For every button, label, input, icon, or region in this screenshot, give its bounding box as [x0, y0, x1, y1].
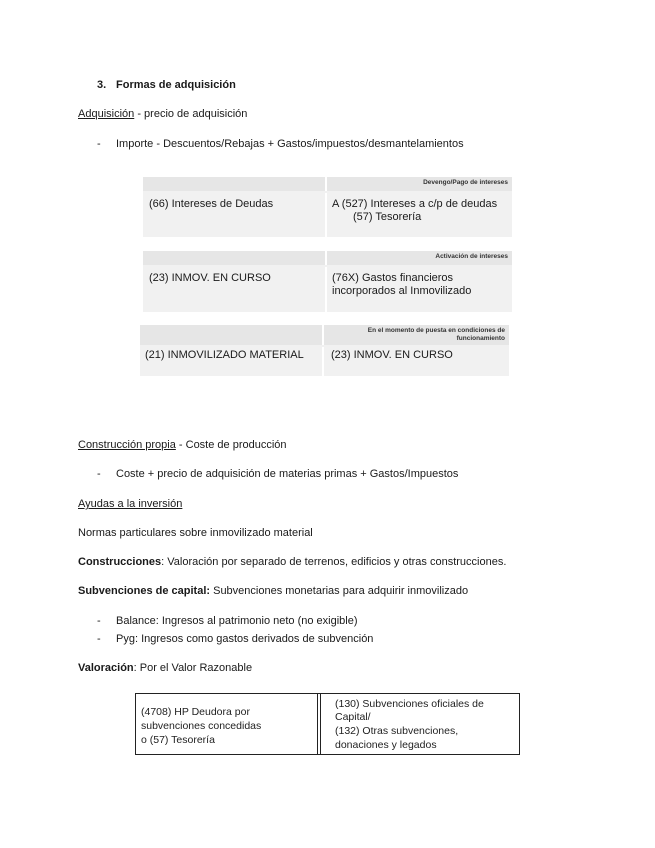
debit-line-1: (4708) HP Deudora por [141, 706, 250, 718]
valoracion-line [78, 661, 252, 675]
debit-account: (23) INMOV. EN CURSO [149, 272, 271, 284]
bullet-dash: - [97, 138, 101, 150]
bullet-dash: - [97, 633, 101, 645]
construcciones-line [78, 555, 506, 569]
table-header-text [368, 327, 505, 343]
header-separator [325, 177, 327, 191]
normas-line: Normas particulares sobre inmovilizado material [78, 527, 313, 539]
column-separator [325, 267, 327, 312]
adquisicion-term: Adquisición [78, 108, 135, 120]
header-separator [325, 251, 327, 265]
ayudas-heading: Ayudas a la inversión [78, 498, 183, 510]
construccion-bullet: Coste + precio de adquisición de materias primas + Gastos/Impuestos [116, 468, 459, 480]
construccion-rest: - Coste de producción [175, 439, 287, 451]
credit-account-1: A (527) Intereses a c/p de deudas [332, 198, 498, 210]
section-title: Formas de adquisición [116, 79, 236, 91]
subvenciones-bullet-balance: Balance: Ingresos al patrimonio neto (no exigible) [116, 615, 358, 627]
credit-line-1: (130) Subvenciones oficiales de [335, 698, 484, 710]
bullet-dash: - [97, 468, 101, 480]
column-separator [325, 193, 327, 237]
header-line-2: funcionamiento [456, 335, 505, 342]
column-divider [320, 694, 321, 754]
adquisicion-bullet: Importe - Descuentos/Rebajas + Gastos/impuestos/desmantelamientos [116, 138, 464, 150]
bullet-dash: - [97, 615, 101, 627]
construccion-line [78, 438, 287, 452]
adquisicion-line [78, 107, 247, 121]
debit-line-2: subvenciones concedidas [141, 720, 262, 732]
construcciones-label: Construcciones [78, 556, 162, 568]
header-separator [322, 325, 324, 345]
section-number: 3. [97, 79, 107, 91]
header-line-1: En el momento de puesta en condiciones de [367, 327, 505, 334]
credit-account-2: incorporados al Inmovilizado [332, 285, 472, 297]
subvenciones-label: Subvenciones de capital: [78, 585, 211, 597]
subvenciones-bullet-pyg: Pyg: Ingresos como gastos derivados de subvención [116, 633, 374, 645]
construcciones-text: : Valoración por separado de terrenos, edificios y otras construcciones. [161, 556, 507, 568]
subvenciones-journal-table [135, 693, 520, 755]
debit-line-3: o (57) Tesorería [141, 734, 215, 746]
adquisicion-rest: - precio de adquisición [134, 108, 248, 120]
credit-line-3: (132) Otras subvenciones, [335, 725, 459, 737]
subvenciones-line [78, 584, 468, 598]
table-header-text: Devengo/Pago de intereses [423, 179, 508, 186]
credit-line-2: Capital/ [335, 711, 371, 723]
valoracion-label: Valoración [78, 662, 134, 674]
debit-account: (66) Intereses de Deudas [149, 198, 274, 210]
journal-table-devengo [143, 177, 512, 237]
credit-account-2: (57) Tesorería [353, 211, 422, 223]
construccion-term: Construcción propia [78, 439, 176, 451]
valoracion-text: : Por el Valor Razonable [133, 662, 253, 674]
subvenciones-text: Subvenciones monetarias para adquirir inmovilizado [210, 585, 469, 597]
credit-account-1: (23) INMOV. EN CURSO [331, 349, 453, 361]
journal-table-puesta [140, 325, 509, 376]
credit-account-1: (76X) Gastos financieros [332, 272, 454, 284]
journal-table-activacion [143, 251, 512, 312]
credit-line-4: donaciones y legados [335, 739, 437, 751]
table-header-text: Activación de intereses [435, 253, 508, 260]
column-separator [322, 347, 324, 376]
debit-account: (21) INMOVILIZADO MATERIAL [145, 349, 304, 361]
column-divider [317, 694, 318, 754]
